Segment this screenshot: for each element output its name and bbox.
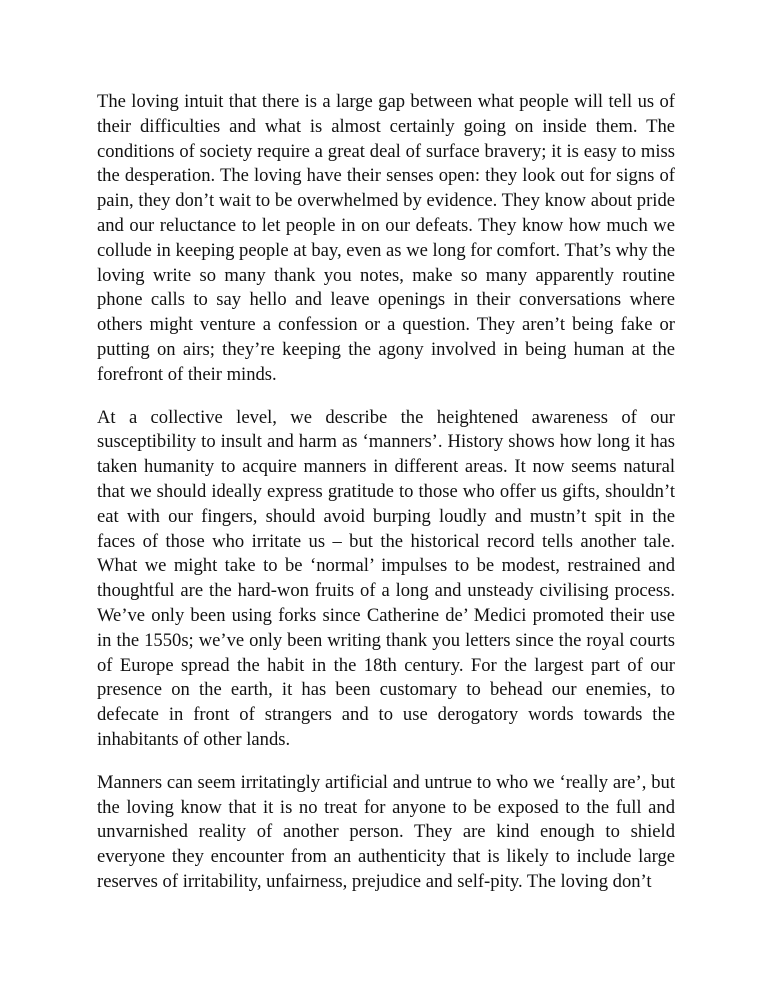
paragraph-3: Manners can seem irritatingly artificial and untrue to who we ‘really are’, but the loving know that it is no treat for anyone to be exposed to the full and unvarnished reality of another person. They are kind enough to shield everyone they encounter from an authenticity that is likely to include large reserves of irritability, unfairness, prejudice and self-pity. The loving don’t [97,771,675,892]
document-page [97,90,675,913]
paragraph-2: At a collective level, we describe the heightened awareness of our susceptibility to insult and harm as ‘manners’. History shows how long it has taken humanity to acquire manners in different areas. It now seems natural that we should ideally express gratitude to those who offer us gifts, shouldn’t eat with our fingers, should avoid burping loudly and mustn’t spit in the faces of those who irritate us – but the historical record tells another tale. What we might take to be ‘normal’ impulses to be modest, restrained and thoughtful are the hard-won fruits of a long and unsteady civilising process. We’ve only been using forks since Catherine de’ Medici promoted their use in the 1550s; we’ve only been writing thank you letters since the royal courts of Europe spread the habit in the 18th century. For the largest part of our presence on the earth, it has been customary to behead our enemies, to defecate in front of strangers and to use derogatory words towards the inhabitants of other lands. [97,406,675,750]
paragraph-1: The loving intuit that there is a large gap between what people will tell us of their difficulties and what is almost certainly going on inside them. The conditions of society require a great deal of surface bravery; it is easy to miss the desperation. The loving have their senses open: they look out for signs of pain, they don’t wait to be overwhelmed by evidence. They know about pride and our reluctance to let people in on our defeats. They know how much we collude in keeping people at bay, even as we long for comfort. That’s why the loving write so many thank you notes, make so many apparently routine phone calls to say hello and leave openings in their conversations where others might venture a confession or a question. They aren’t being fake or putting on airs; they’re keeping the agony involved in being human at the forefront of their minds. [97,91,675,385]
